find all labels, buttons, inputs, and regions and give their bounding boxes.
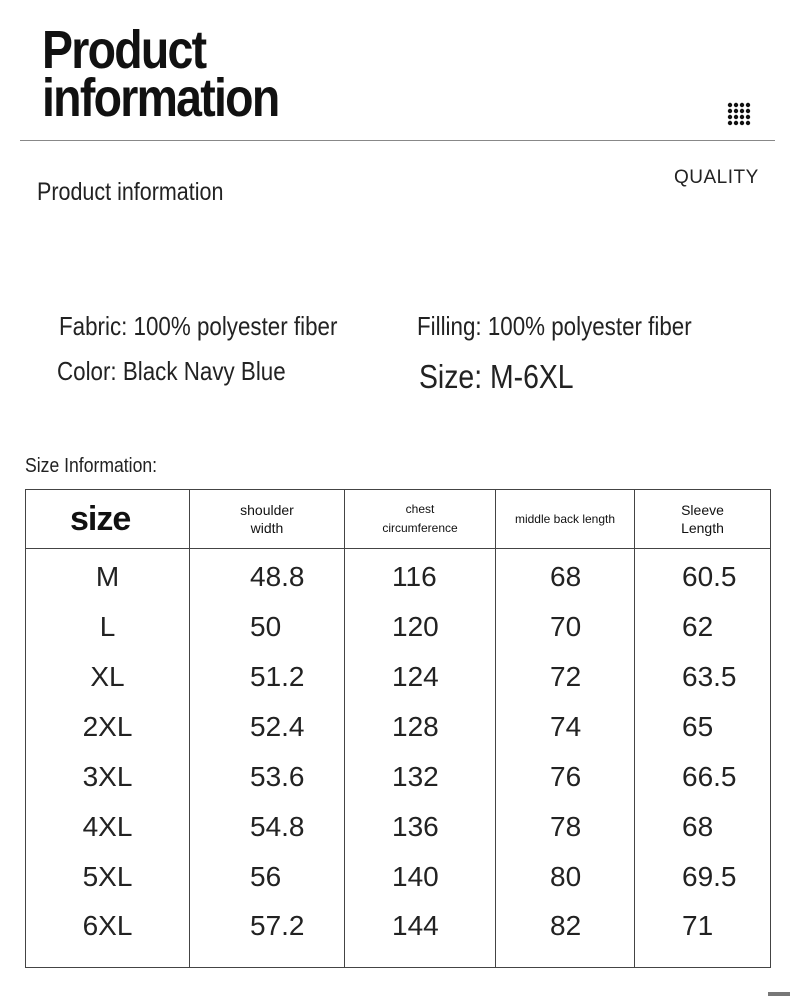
cell-size: 6XL — [26, 902, 190, 968]
table-row — [26, 602, 771, 652]
table-row — [26, 702, 771, 752]
header-shoulder-width — [190, 490, 345, 549]
cell-size: 2XL — [26, 702, 190, 752]
cell-shoulder: 51.2 — [190, 652, 345, 702]
spec-size-range: Size: M-6XL — [419, 358, 574, 395]
cell-middle-back: 70 — [496, 602, 635, 652]
section-subtitle: Product information — [37, 178, 224, 206]
page-title — [42, 20, 279, 128]
cell-shoulder: 54.8 — [190, 802, 345, 852]
table-row — [26, 652, 771, 702]
header-chest-line-2: circumference — [382, 521, 458, 535]
cell-middle-back: 78 — [496, 802, 635, 852]
cell-chest: 144 — [345, 902, 496, 968]
quality-badge: QUALITY — [674, 167, 759, 188]
cell-sleeve: 68 — [635, 802, 771, 852]
spec-color: Color: Black Navy Blue — [57, 356, 286, 386]
spec-fabric: Fabric: 100% polyester fiber — [59, 311, 338, 341]
cell-middle-back: 74 — [496, 702, 635, 752]
cell-shoulder: 52.4 — [190, 702, 345, 752]
cell-chest: 132 — [345, 752, 496, 802]
table-row — [26, 549, 771, 603]
cell-chest: 124 — [345, 652, 496, 702]
table-row — [26, 852, 771, 902]
cell-sleeve: 65 — [635, 702, 771, 752]
size-table — [25, 489, 771, 968]
header-sleeve-length — [635, 490, 771, 549]
header-size: size — [26, 490, 190, 549]
cell-shoulder: 57.2 — [190, 902, 345, 968]
cell-shoulder: 50 — [190, 602, 345, 652]
header-chest-line-1: chest — [405, 502, 435, 516]
page-title-line-2: information — [42, 68, 279, 128]
cell-sleeve: 66.5 — [635, 752, 771, 802]
cell-chest: 116 — [345, 549, 496, 603]
cell-sleeve: 63.5 — [635, 652, 771, 702]
cell-sleeve: 71 — [635, 902, 771, 968]
header-divider — [20, 140, 775, 141]
cell-sleeve: 62 — [635, 602, 771, 652]
size-information-label: Size Information: — [25, 455, 158, 477]
table-row — [26, 802, 771, 852]
scroll-indicator — [768, 992, 790, 996]
table-row — [26, 902, 771, 968]
header-sleeve-line-1: Sleeve — [681, 502, 724, 518]
header-middle-back-length: middle back length — [496, 490, 635, 549]
size-table-header-row — [26, 490, 771, 549]
grid-dots-icon[interactable] — [727, 102, 751, 126]
cell-chest: 128 — [345, 702, 496, 752]
header-sleeve-line-2: Length — [681, 520, 724, 536]
spec-filling: Filling: 100% polyester fiber — [417, 311, 692, 341]
cell-size: 5XL — [26, 852, 190, 902]
cell-chest: 120 — [345, 602, 496, 652]
cell-middle-back: 82 — [496, 902, 635, 968]
cell-shoulder: 56 — [190, 852, 345, 902]
cell-chest: 136 — [345, 802, 496, 852]
cell-size: M — [26, 549, 190, 603]
cell-shoulder: 53.6 — [190, 752, 345, 802]
header-chest-circumference — [345, 490, 496, 549]
cell-middle-back: 68 — [496, 549, 635, 603]
cell-middle-back: 72 — [496, 652, 635, 702]
header-shoulder-line-2: width — [250, 520, 284, 536]
cell-size: 4XL — [26, 802, 190, 852]
cell-sleeve: 69.5 — [635, 852, 771, 902]
cell-middle-back: 80 — [496, 852, 635, 902]
cell-middle-back: 76 — [496, 752, 635, 802]
cell-sleeve: 60.5 — [635, 549, 771, 603]
page-title-line-1: Product — [42, 20, 206, 80]
header-shoulder-line-1: shoulder — [240, 502, 294, 518]
cell-size: L — [26, 602, 190, 652]
table-row — [26, 752, 771, 802]
cell-size: XL — [26, 652, 190, 702]
cell-shoulder: 48.8 — [190, 549, 345, 603]
cell-chest: 140 — [345, 852, 496, 902]
cell-size: 3XL — [26, 752, 190, 802]
